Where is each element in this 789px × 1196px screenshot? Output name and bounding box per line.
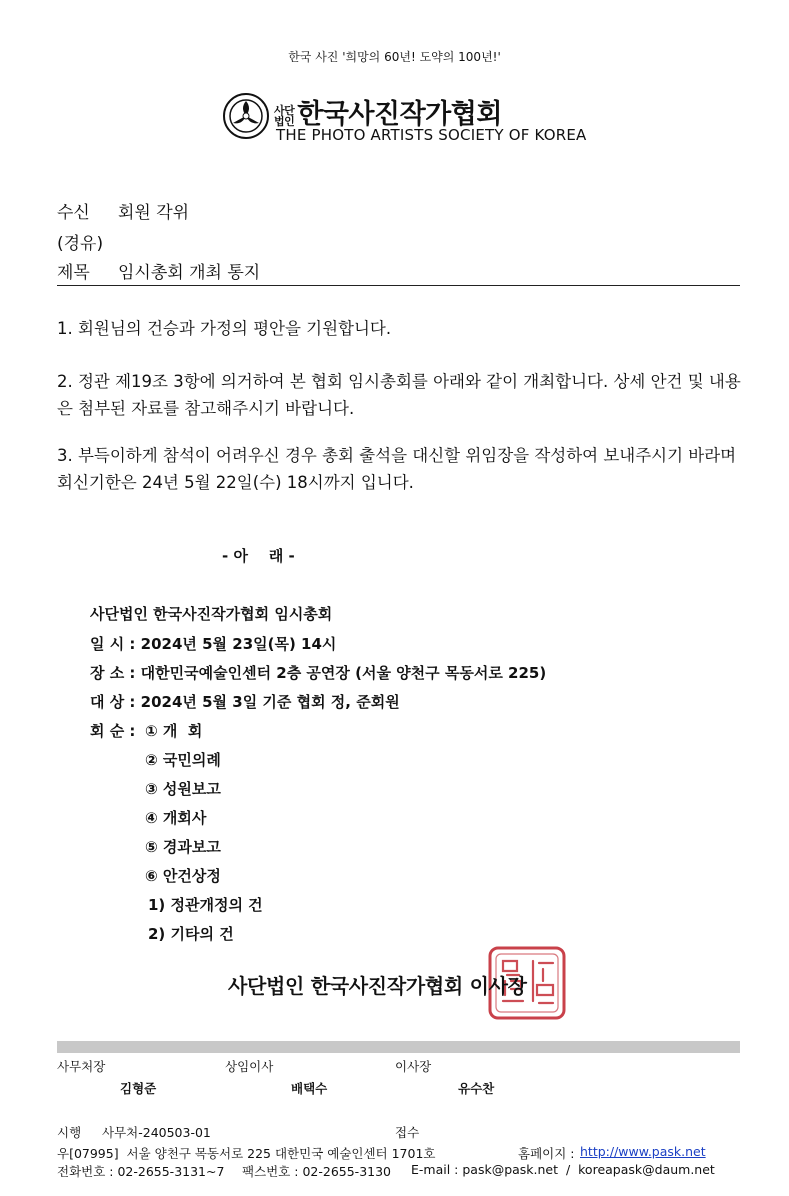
event-target: 대 상 : 2024년 5월 3일 기준 협회 정, 준회원 [90,693,400,711]
address: 우[07995] 서울 양천구 목동서로 225 대한민국 예술인센터 1701호 [57,1146,436,1161]
approval-name: 김형준 [120,1081,157,1096]
signature-text: 사단법인 한국사진작가협회 이사장 [228,974,527,998]
agenda-item: ⑤ 경과보고 [145,838,221,856]
org-prefix [274,105,294,127]
agenda-label: 회 순 : [90,722,136,740]
paragraph-2: 2. 정관 제19조 3항에 의거하여 본 협회 임시총회를 아래와 같이 개최합니다. 상세 안건 및 내용은 첨부된 자료를 참고해주시기 바랍니다. [57,372,741,418]
homepage-label: 홈페이지 : [518,1146,575,1161]
via-label: (경유) [57,234,104,254]
org-prefix-bottom: 법인 [274,114,295,128]
agenda-subitem: 1) 정관개정의 건 [148,896,263,914]
phone-number: 전화번호 : 02-2655-3131~7 [57,1164,225,1179]
recipient-label: 수신 [57,203,90,223]
agenda-item: ③ 성원보고 [145,780,221,798]
agenda-item: ④ 개회사 [145,809,207,827]
agenda-item: ① 개 회 [145,722,203,740]
approval-title: 이사장 [395,1059,432,1074]
enforcement-number: 사무처-240503-01 [102,1125,211,1140]
org-name-en: THE PHOTO ARTISTS SOCIETY OF KOREA [276,126,587,144]
subject-label: 제목 [57,263,90,283]
agenda-subitem: 2) 기타의 건 [148,925,234,943]
homepage-link[interactable]: http://www.pask.net [580,1144,706,1159]
receipt-label: 접수 [395,1125,420,1140]
notice-heading: - 아 래 - [222,547,295,565]
org-emblem-icon [222,92,270,140]
approval-title: 사무처장 [57,1059,106,1074]
footer-divider-bar [57,1041,740,1053]
paragraph-1: 1. 회원님의 건승과 가정의 평안을 기원합니다. [57,319,392,338]
email-addresses: E-mail : pask@pask.net / koreapask@daum.net [411,1162,715,1177]
org-name-kr-text: 한국사진작가협회 [297,99,502,130]
recipient-value: 회원 각위 [118,203,190,223]
approval-name: 배택수 [291,1081,328,1096]
org-prefix-top: 사단 [274,103,295,117]
enforcement-label: 시행 [57,1125,82,1140]
event-title: 사단법인 한국사진작가협회 임시총회 [90,605,333,623]
approval-title: 상임이사 [225,1059,274,1074]
paragraph-3: 3. 부득이하게 참석이 어려우신 경우 총회 출석을 대신할 위임장을 작성하여 보내주시기 바라며 회신기한은 24년 5월 22일(수) 18시까지 입니다. [57,446,737,492]
event-date: 일 시 : 2024년 5월 23일(목) 14시 [90,635,337,653]
event-place: 장 소 : 대한민국예술인센터 2층 공연장 (서울 양천구 목동서로 225) [90,664,547,682]
org-logo [222,92,587,146]
fax-number: 팩스번호 : 02-2655-3130 [242,1164,392,1179]
slogan: 한국 사진 '희망의 60년! 도약의 100년!' [288,50,501,64]
approval-name: 유수찬 [458,1081,495,1096]
header-divider [57,285,740,286]
agenda-item: ⑥ 안건상정 [145,867,221,885]
agenda-item: ② 국민의례 [145,751,221,769]
subject-value: 임시총회 개최 통지 [118,263,261,283]
